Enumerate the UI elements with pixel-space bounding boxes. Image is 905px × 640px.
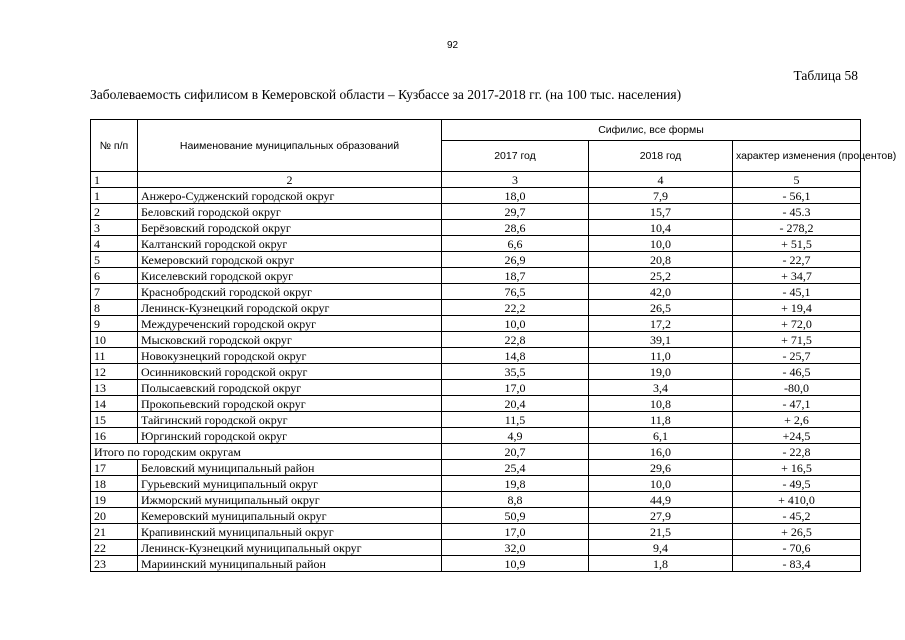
table-row	[91, 396, 861, 412]
value-2017: 20,4	[442, 396, 589, 412]
value-2018: 27,9	[589, 508, 733, 524]
value-2018: 17,2	[589, 316, 733, 332]
table-row	[91, 204, 861, 220]
change-percent: - 49,5	[733, 476, 861, 492]
change-percent: - 56,1	[733, 188, 861, 204]
table-row	[91, 236, 861, 252]
value-2018: 25,2	[589, 268, 733, 284]
value-2018: 16,0	[589, 444, 733, 460]
municipality-name: Гурьевский муниципальный округ	[138, 476, 442, 492]
value-2018: 19,0	[589, 364, 733, 380]
municipality-name: Анжеро-Судженский городской округ	[138, 188, 442, 204]
row-number: 18	[91, 476, 138, 492]
row-number: 7	[91, 284, 138, 300]
row-number: 14	[91, 396, 138, 412]
table-row	[91, 188, 861, 204]
value-2018: 11,8	[589, 412, 733, 428]
change-percent: - 45,1	[733, 284, 861, 300]
header-num: № п/п	[91, 120, 138, 172]
change-percent: + 16,5	[733, 460, 861, 476]
municipality-name: Кемеровский городской округ	[138, 252, 442, 268]
value-2018: 10,4	[589, 220, 733, 236]
change-percent: - 83,4	[733, 556, 861, 572]
row-number: 10	[91, 332, 138, 348]
table-row	[91, 540, 861, 556]
header-change: характер изменения (процентов)	[733, 141, 861, 172]
row-number: 1	[91, 188, 138, 204]
table-row	[91, 332, 861, 348]
table-row	[91, 380, 861, 396]
municipality-name: Киселевский городской округ	[138, 268, 442, 284]
municipality-name: Ижморский муниципальный округ	[138, 492, 442, 508]
morbidity-table	[90, 119, 897, 572]
value-2018: 26,5	[589, 300, 733, 316]
table-row	[91, 428, 861, 444]
value-2018: 10,0	[589, 236, 733, 252]
column-number: 3	[442, 172, 589, 188]
row-number: 12	[91, 364, 138, 380]
value-2017: 11,5	[442, 412, 589, 428]
municipality-name: Юргинский городской округ	[138, 428, 442, 444]
municipality-name: Новокузнецкий городской округ	[138, 348, 442, 364]
value-2018: 20,8	[589, 252, 733, 268]
value-2017: 50,9	[442, 508, 589, 524]
change-percent: + 71,5	[733, 332, 861, 348]
change-percent: + 34,7	[733, 268, 861, 284]
value-2017: 8,8	[442, 492, 589, 508]
municipality-name: Кемеровский муниципальный округ	[138, 508, 442, 524]
header-group: Сифилис, все формы	[442, 120, 861, 141]
table-row	[91, 508, 861, 524]
change-percent: - 25,7	[733, 348, 861, 364]
value-2018: 7,9	[589, 188, 733, 204]
table-row	[91, 556, 861, 572]
municipality-name: Прокопьевский городской округ	[138, 396, 442, 412]
table-label: Таблица 58	[793, 68, 858, 83]
change-percent: - 46,5	[733, 364, 861, 380]
header-name: Наименование муниципальных образований	[138, 120, 442, 172]
table-row	[91, 316, 861, 332]
change-percent: + 26,5	[733, 524, 861, 540]
municipality-name: Берёзовский городской округ	[138, 220, 442, 236]
value-2017: 17,0	[442, 380, 589, 396]
subtotal-row	[91, 444, 861, 460]
row-number: 4	[91, 236, 138, 252]
value-2018: 44,9	[589, 492, 733, 508]
change-percent: +24,5	[733, 428, 861, 444]
value-2018: 29,6	[589, 460, 733, 476]
row-number: 13	[91, 380, 138, 396]
row-number: 2	[91, 204, 138, 220]
change-percent: + 19,4	[733, 300, 861, 316]
change-percent: - 47,1	[733, 396, 861, 412]
change-percent: -80,0	[733, 380, 861, 396]
municipality-name: Крапивинский муниципальный округ	[138, 524, 442, 540]
municipality-name: Беловский муниципальный район	[138, 460, 442, 476]
municipality-name: Полысаевский городской округ	[138, 380, 442, 396]
change-percent: - 70,6	[733, 540, 861, 556]
row-number: 20	[91, 508, 138, 524]
change-percent: + 2,6	[733, 412, 861, 428]
value-2017: 10,0	[442, 316, 589, 332]
row-number: 19	[91, 492, 138, 508]
value-2018: 21,5	[589, 524, 733, 540]
row-number: 3	[91, 220, 138, 236]
municipality-name: Междуреченский городской округ	[138, 316, 442, 332]
page-number: 92	[446, 40, 459, 51]
value-2017: 20,7	[442, 444, 589, 460]
municipality-name: Ленинск-Кузнецкий городской округ	[138, 300, 442, 316]
table-row	[91, 476, 861, 492]
value-2018: 39,1	[589, 332, 733, 348]
value-2018: 1,8	[589, 556, 733, 572]
value-2017: 14,8	[442, 348, 589, 364]
change-percent: + 72,0	[733, 316, 861, 332]
value-2018: 42,0	[589, 284, 733, 300]
municipality-name: Мысковский городской округ	[138, 332, 442, 348]
row-number: 8	[91, 300, 138, 316]
value-2017: 19,8	[442, 476, 589, 492]
table-row	[91, 524, 861, 540]
value-2018: 10,8	[589, 396, 733, 412]
column-number: 1	[91, 172, 138, 188]
value-2017: 29,7	[442, 204, 589, 220]
value-2017: 28,6	[442, 220, 589, 236]
row-number: 17	[91, 460, 138, 476]
value-2017: 35,5	[442, 364, 589, 380]
value-2018: 9,4	[589, 540, 733, 556]
change-percent: - 22,8	[733, 444, 861, 460]
value-2017: 4,9	[442, 428, 589, 444]
change-percent: - 278,2	[733, 220, 861, 236]
municipality-name: Осинниковский городской округ	[138, 364, 442, 380]
value-2018: 6,1	[589, 428, 733, 444]
row-number: 23	[91, 556, 138, 572]
value-2017: 17,0	[442, 524, 589, 540]
municipality-name: Беловский городской округ	[138, 204, 442, 220]
row-number: 5	[91, 252, 138, 268]
table-row	[91, 284, 861, 300]
value-2017: 10,9	[442, 556, 589, 572]
change-percent: - 22,7	[733, 252, 861, 268]
value-2018: 10,0	[589, 476, 733, 492]
value-2017: 26,9	[442, 252, 589, 268]
table-row	[91, 412, 861, 428]
header-2017: 2017 год	[442, 141, 589, 172]
change-percent: - 45,2	[733, 508, 861, 524]
table-row	[91, 460, 861, 476]
value-2018: 15,7	[589, 204, 733, 220]
row-number: 11	[91, 348, 138, 364]
value-2017: 22,2	[442, 300, 589, 316]
value-2017: 76,5	[442, 284, 589, 300]
change-percent: + 51,5	[733, 236, 861, 252]
value-2017: 18,7	[442, 268, 589, 284]
header-2018: 2018 год	[589, 141, 733, 172]
municipality-name: Краснобродский городской округ	[138, 284, 442, 300]
table-row	[91, 300, 861, 316]
value-2017: 25,4	[442, 460, 589, 476]
table-row	[91, 220, 861, 236]
column-numbers-row	[91, 172, 861, 188]
row-number: 16	[91, 428, 138, 444]
value-2018: 3,4	[589, 380, 733, 396]
column-number: 4	[589, 172, 733, 188]
municipality-name: Ленинск-Кузнецкий муниципальный округ	[138, 540, 442, 556]
municipality-name: Тайгинский городской округ	[138, 412, 442, 428]
column-number: 2	[138, 172, 442, 188]
table-caption: Заболеваемость сифилисом в Кемеровской области – Кузбассе за 2017-2018 гг. (на 100 тыс. населения)	[90, 87, 682, 102]
value-2017: 6,6	[442, 236, 589, 252]
change-percent: + 410,0	[733, 492, 861, 508]
row-number: 15	[91, 412, 138, 428]
table-row	[91, 364, 861, 380]
table-row	[91, 252, 861, 268]
municipality-name: Калтанский городской округ	[138, 236, 442, 252]
subtotal-label: Итого по городским округам	[91, 444, 442, 460]
table-row	[91, 268, 861, 284]
value-2017: 18,0	[442, 188, 589, 204]
value-2017: 32,0	[442, 540, 589, 556]
value-2017: 22,8	[442, 332, 589, 348]
change-percent: - 45.3	[733, 204, 861, 220]
column-number: 5	[733, 172, 861, 188]
municipality-name: Мариинский муниципальный район	[138, 556, 442, 572]
row-number: 9	[91, 316, 138, 332]
row-number: 21	[91, 524, 138, 540]
table-row	[91, 492, 861, 508]
table-row	[91, 348, 861, 364]
row-number: 6	[91, 268, 138, 284]
row-number: 22	[91, 540, 138, 556]
value-2018: 11,0	[589, 348, 733, 364]
